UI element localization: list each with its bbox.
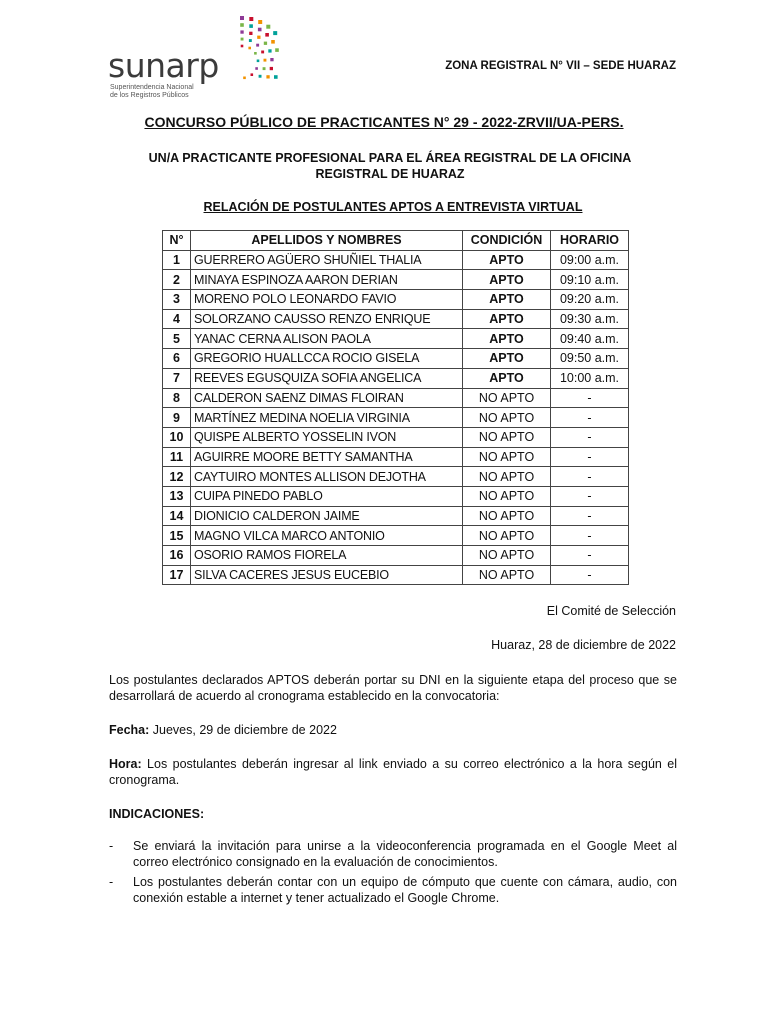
row-number: 4 xyxy=(163,309,191,329)
row-condition: NO APTO xyxy=(463,546,551,566)
row-name: CAYTUIRO MONTES ALLISON DEJOTHA xyxy=(191,467,463,487)
table-row xyxy=(163,250,629,270)
table-row xyxy=(163,526,629,546)
logo-dot xyxy=(275,48,279,52)
logo-dot xyxy=(270,67,273,70)
row-name: MAGNO VILCA MARCO ANTONIO xyxy=(191,526,463,546)
logo-dot xyxy=(271,40,275,44)
table-row xyxy=(163,368,629,388)
logo-dot xyxy=(264,59,267,62)
table-row xyxy=(163,447,629,467)
logo-dot xyxy=(273,31,277,35)
logo-dot xyxy=(241,38,244,41)
header-name: APELLIDOS Y NOMBRES xyxy=(191,231,463,251)
logo-dot xyxy=(241,45,244,48)
table-row xyxy=(163,546,629,566)
row-condition: NO APTO xyxy=(463,486,551,506)
table-row xyxy=(163,565,629,585)
row-schedule: - xyxy=(551,427,629,447)
row-name: QUISPE ALBERTO YOSSELIN IVON xyxy=(191,427,463,447)
logo-dot xyxy=(266,75,269,78)
fecha-line xyxy=(109,722,677,738)
row-name: GUERRERO AGÜERO SHUÑIEL THALIA xyxy=(191,250,463,270)
table-row xyxy=(163,329,629,349)
logo-dot xyxy=(243,77,246,80)
row-condition: NO APTO xyxy=(463,447,551,467)
logo-dot xyxy=(240,30,243,33)
table-row xyxy=(163,408,629,428)
row-number: 13 xyxy=(163,486,191,506)
row-schedule: 09:40 a.m. xyxy=(551,329,629,349)
row-schedule: - xyxy=(551,467,629,487)
row-number: 16 xyxy=(163,546,191,566)
row-condition: APTO xyxy=(463,368,551,388)
logo-dot xyxy=(249,17,253,21)
row-name: SOLORZANO CAUSSO RENZO ENRIQUE xyxy=(191,309,463,329)
logo-wordmark: sunarp xyxy=(108,46,219,85)
table-row xyxy=(163,290,629,310)
logo-dot xyxy=(266,25,270,29)
committee-signature: El Comité de Selección xyxy=(546,604,676,618)
row-schedule: 10:00 a.m. xyxy=(551,368,629,388)
date-line: Huaraz, 28 de diciembre de 2022 xyxy=(491,638,676,652)
document-title: CONCURSO PÚBLICO DE PRACTICANTES N° 29 - 2022-ZRVII/UA-PERS. xyxy=(144,114,624,130)
row-condition: NO APTO xyxy=(463,408,551,428)
logo-dot xyxy=(257,60,260,63)
row-schedule: 09:20 a.m. xyxy=(551,290,629,310)
row-schedule: 09:50 a.m. xyxy=(551,349,629,369)
logo-dot xyxy=(248,47,251,50)
logo-dot xyxy=(274,75,278,79)
document-subtitle: UN/A PRACTICANTE PROFESIONAL PARA EL ÁREA REGISTRAL DE LA OFICINA REGISTRAL DE HUARAZ xyxy=(148,151,632,181)
row-name: AGUIRRE MOORE BETTY SAMANTHA xyxy=(191,447,463,467)
row-number: 14 xyxy=(163,506,191,526)
fecha-value: Jueves, 29 de diciembre de 2022 xyxy=(149,723,337,737)
row-condition: NO APTO xyxy=(463,388,551,408)
logo-subtitle: Superintendencia Nacional de los Registros Públicos xyxy=(110,84,194,99)
logo-dot xyxy=(249,24,253,28)
row-name: DIONICIO CALDERON JAIME xyxy=(191,506,463,526)
row-number: 12 xyxy=(163,467,191,487)
row-schedule: - xyxy=(551,506,629,526)
hora-line xyxy=(109,756,677,788)
table-row xyxy=(163,388,629,408)
row-name: OSORIO RAMOS FIORELA xyxy=(191,546,463,566)
header-schedule: HORARIO xyxy=(551,231,629,251)
table-row xyxy=(163,506,629,526)
sunarp-logo xyxy=(108,14,278,104)
logo-dot xyxy=(268,49,271,52)
applicants-table xyxy=(162,230,629,585)
row-name: SILVA CACERES JESUS EUCEBIO xyxy=(191,565,463,585)
row-number: 9 xyxy=(163,408,191,428)
header-number: N° xyxy=(163,231,191,251)
bullet-marker: - xyxy=(109,875,114,889)
row-schedule: - xyxy=(551,565,629,585)
logo-dot xyxy=(258,28,262,32)
logo-dot xyxy=(249,39,252,42)
row-schedule: - xyxy=(551,447,629,467)
row-condition: NO APTO xyxy=(463,467,551,487)
logo-dot xyxy=(255,67,258,70)
row-name: GREGORIO HUALLCCA ROCIO GISELA xyxy=(191,349,463,369)
logo-dot xyxy=(249,32,252,35)
row-number: 17 xyxy=(163,565,191,585)
row-schedule: - xyxy=(551,546,629,566)
sunarp-sun-icon xyxy=(220,14,280,82)
table-header-row xyxy=(163,231,629,251)
logo-dot xyxy=(257,36,260,39)
row-schedule: - xyxy=(551,388,629,408)
row-condition: NO APTO xyxy=(463,565,551,585)
logo-dot xyxy=(258,20,262,24)
row-name: MINAYA ESPINOZA AARON DERIAN xyxy=(191,270,463,290)
row-condition: APTO xyxy=(463,290,551,310)
row-number: 11 xyxy=(163,447,191,467)
row-number: 8 xyxy=(163,388,191,408)
logo-dot xyxy=(251,73,254,76)
bullet-text: Se enviará la invitación para unirse a la videoconferencia programada en el Google Meet al correo electrónico consignado en la evaluación de conocimientos. xyxy=(133,839,677,869)
hora-label: Hora: xyxy=(109,757,142,771)
row-schedule: 09:30 a.m. xyxy=(551,309,629,329)
row-number: 2 xyxy=(163,270,191,290)
logo-dot xyxy=(240,23,244,27)
bullet-text: Los postulantes deberán contar con un equipo de cómputo que cuente con cámara, audio, con conexión estable a internet y tener actualizado el Google Chrome. xyxy=(133,875,677,905)
logo-dot xyxy=(261,51,264,54)
zone-header: ZONA REGISTRAL N° VII – SEDE HUARAZ xyxy=(445,60,676,72)
row-schedule: 09:10 a.m. xyxy=(551,270,629,290)
row-number: 5 xyxy=(163,329,191,349)
table-row xyxy=(163,427,629,447)
fecha-label: Fecha: xyxy=(109,723,150,737)
row-number: 1 xyxy=(163,250,191,270)
table-row xyxy=(163,309,629,329)
header-condition: CONDICIÓN xyxy=(463,231,551,251)
hora-value: Los postulantes deberán ingresar al link enviado a su correo electrónico a la hora según el cronograma. xyxy=(109,757,677,787)
row-name: REEVES EGUSQUIZA SOFIA ANGELICA xyxy=(191,368,463,388)
row-condition: APTO xyxy=(463,309,551,329)
table-row xyxy=(163,467,629,487)
row-condition: NO APTO xyxy=(463,506,551,526)
row-condition: APTO xyxy=(463,250,551,270)
row-number: 3 xyxy=(163,290,191,310)
logo-dot xyxy=(270,58,273,61)
indicaciones-heading: INDICACIONES: xyxy=(109,807,205,821)
row-name: YANAC CERNA ALISON PAOLA xyxy=(191,329,463,349)
row-number: 15 xyxy=(163,526,191,546)
row-schedule: - xyxy=(551,486,629,506)
row-number: 7 xyxy=(163,368,191,388)
row-condition: NO APTO xyxy=(463,427,551,447)
row-condition: APTO xyxy=(463,270,551,290)
row-name: MARTÍNEZ MEDINA NOELIA VIRGINIA xyxy=(191,408,463,428)
table-row xyxy=(163,486,629,506)
row-schedule: - xyxy=(551,408,629,428)
logo-dot xyxy=(256,44,259,47)
row-condition: NO APTO xyxy=(463,526,551,546)
row-condition: APTO xyxy=(463,329,551,349)
logo-dot xyxy=(259,75,262,78)
row-condition: APTO xyxy=(463,349,551,369)
logo-dot xyxy=(265,33,269,37)
row-number: 10 xyxy=(163,427,191,447)
row-name: MORENO POLO LEONARDO FAVIO xyxy=(191,290,463,310)
logo-dot xyxy=(240,16,244,20)
bullet-marker: - xyxy=(109,839,114,853)
relation-title: RELACIÓN DE POSTULANTES APTOS A ENTREVISTA VIRTUAL xyxy=(203,200,583,214)
row-name: CALDERON SAENZ DIMAS FLOIRAN xyxy=(191,388,463,408)
table-row xyxy=(163,349,629,369)
row-number: 6 xyxy=(163,349,191,369)
table-row xyxy=(163,270,629,290)
logo-dot xyxy=(264,42,267,45)
logo-dot xyxy=(254,52,257,55)
row-schedule: - xyxy=(551,526,629,546)
logo-dot xyxy=(263,67,266,70)
row-name: CUIPA PINEDO PABLO xyxy=(191,486,463,506)
instructions-paragraph: Los postulantes declarados APTOS deberán portar su DNI en la siguiente etapa del proceso que se desarrollará de acuerdo al cronograma establecido en la convocatoria: xyxy=(109,673,677,703)
row-schedule: 09:00 a.m. xyxy=(551,250,629,270)
